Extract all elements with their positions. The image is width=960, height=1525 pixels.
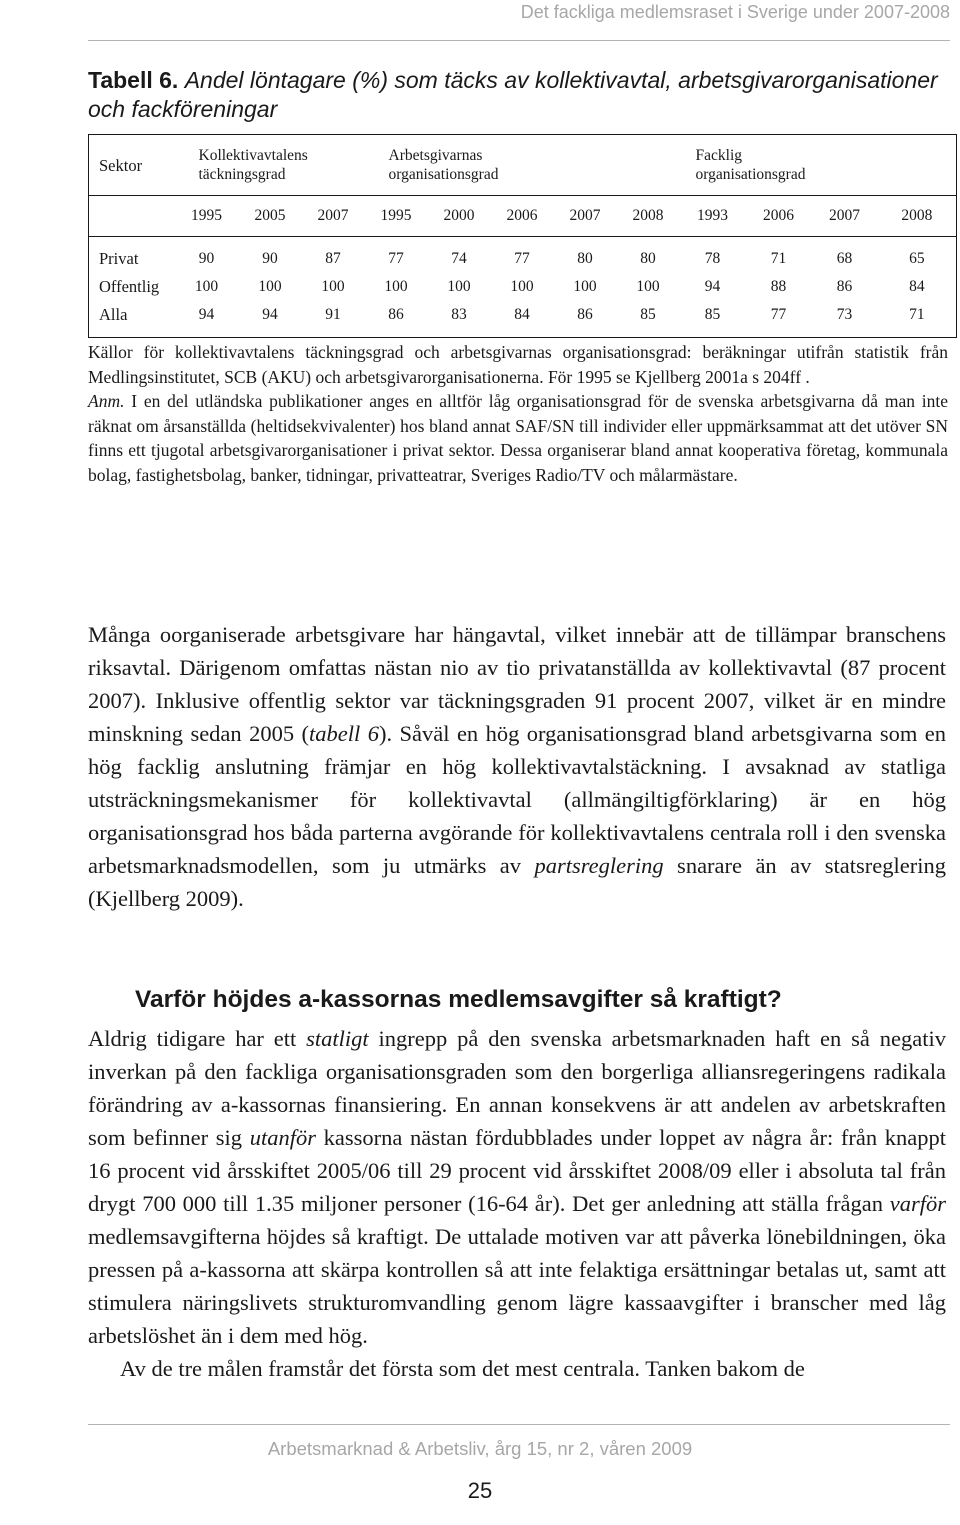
- emphasis-run: varför: [889, 1191, 946, 1216]
- year-cell: 2007: [554, 196, 617, 237]
- value-cell: 80: [640, 250, 656, 267]
- text-run: snarare än av statsreglering (Kjellberg 2009).: [88, 853, 946, 911]
- group-header-line: Kollektivavtalens: [198, 147, 308, 164]
- group-header-line: organisationsgrad: [388, 166, 499, 183]
- value-cell: 90: [262, 250, 278, 267]
- value-cell: 84: [909, 278, 925, 295]
- value-cell: 71: [909, 306, 925, 323]
- value-cell: 65: [909, 250, 925, 267]
- paragraph: Av de tre målen framstår det första som det mest centrala. Tanken bakom de: [120, 1356, 805, 1381]
- value-cell: 94: [198, 306, 215, 323]
- value-cell: 83: [451, 306, 467, 323]
- year-cell: 2007: [812, 196, 878, 237]
- anm-text: I en del utländska publikationer anges en alltför låg organisationsgrad för de svenska arbetsgivarna då man inte räknat om årsanställda (heltidsekvivalenter) hos bland annat SAF/SN till individer eller uppmärksammat att det utöver SN finns ett tjugotal arbetsgivarorganisationer i privat sektor. Dessa organiserar bland annat kooperativa företag, kommunala bolag, fastighetsbolag, banker, tidningar, privatteatrar, Sveriges Radio/TV och målarmästare.: [88, 391, 948, 485]
- table-row: [89, 273, 957, 301]
- year-cell: 2008: [617, 196, 680, 237]
- footer-rule: [88, 1424, 950, 1425]
- value-cell: 86: [836, 278, 853, 295]
- header-rule: [88, 40, 950, 41]
- paragraph: [88, 1022, 946, 1352]
- value-cell: 100: [384, 278, 408, 295]
- year-cell: 1995: [175, 196, 239, 237]
- value-cell: 86: [577, 306, 593, 323]
- text-run: medlemsavgifterna höjdes så kraftigt. De uttalade motiven var att påverka lönebildningen, öka pressen på a-kassorna att skärpa kontrollen så att inte felaktiga ersättningar betalas ut, samt att stimulera näringslivets strukturomvandling genom lägre kassaavgifter i branscher med låg arbetslöshet än i dem med hög.: [88, 1224, 946, 1348]
- year-cell-empty: [89, 196, 175, 237]
- emphasis-run: utanför: [249, 1125, 316, 1150]
- value-cell: 85: [640, 306, 656, 323]
- value-cell: 100: [194, 278, 219, 295]
- page-number: 25: [467, 1478, 493, 1503]
- table-caption: [88, 66, 950, 124]
- paragraph: [88, 618, 946, 915]
- group-header-line: Facklig: [695, 147, 743, 164]
- value-cell: 94: [704, 278, 721, 295]
- section-heading: Varför höjdes a-kassornas medlemsavgifter så kraftigt?: [135, 986, 782, 1013]
- value-cell: 73: [836, 306, 853, 323]
- value-cell: 100: [447, 278, 471, 295]
- table-notes: [88, 340, 948, 487]
- value-cell: 94: [262, 306, 278, 323]
- group-header-row: [89, 135, 957, 196]
- anm-note: [88, 389, 948, 487]
- text-run: ). Såväl en hög organisationsgrad bland arbetsgivarna som en hög facklig anslutning främjar en hög kollektivavtalstäckning. I avsaknad av statliga utsträckningsmekanismer för kollektivavtal (allmängiltigförklaring) är en hög organisationsgrad hos båda parterna avgörande för kollektivavtalens centrala roll i den svenska arbetsmarknadsmodellen, som ju utmärks av: [88, 721, 946, 878]
- value-cell: 74: [451, 250, 467, 267]
- value-cell: 80: [577, 250, 593, 267]
- coverage-table: [88, 134, 957, 338]
- value-cell: 87: [325, 250, 341, 267]
- sector-cell: Offentlig: [99, 277, 160, 296]
- group-header-line: täckningsgrad: [198, 166, 286, 183]
- year-cell: 2008: [878, 196, 957, 237]
- value-cell: 86: [388, 306, 404, 323]
- group-header-line: Arbetsgivarnas: [388, 147, 483, 164]
- table-row: [89, 237, 957, 274]
- value-cell: 100: [258, 278, 282, 295]
- sector-cell: Alla: [99, 305, 128, 324]
- value-cell: 100: [636, 278, 660, 295]
- year-cell: 1993: [680, 196, 746, 237]
- value-cell: 85: [704, 306, 721, 323]
- value-cell: 100: [321, 278, 345, 295]
- group-header-employer-org: [365, 135, 680, 196]
- running-head: Det fackliga medlemsraset i Sverige under 2007-2008: [520, 2, 950, 22]
- emphasis-run: tabell 6: [309, 721, 379, 746]
- group-header-coverage: [175, 135, 365, 196]
- value-cell: 71: [770, 250, 787, 267]
- year-cell: 2000: [428, 196, 491, 237]
- value-cell: 88: [770, 278, 787, 295]
- value-cell: 90: [198, 250, 215, 267]
- value-cell: 77: [770, 306, 787, 323]
- body-paragraph-1: [88, 618, 946, 915]
- value-cell: 68: [836, 250, 853, 267]
- group-header-line: organisationsgrad: [695, 166, 806, 183]
- year-cell: 2006: [491, 196, 554, 237]
- journal-footer: Arbetsmarknad & Arbetsliv, årg 15, nr 2, våren 2009: [267, 1438, 693, 1459]
- year-cell: 2007: [302, 196, 365, 237]
- anm-label: Anm.: [88, 391, 125, 411]
- group-header-union-density: [680, 135, 957, 196]
- value-cell: 100: [573, 278, 597, 295]
- table-label: Tabell 6.: [88, 67, 179, 93]
- sector-header: Sektor: [99, 155, 143, 175]
- text-run: Många oorganiserade arbetsgivare har hängavtal, vilket innebär att de tillämpar branschens riksavtal. Därigenom omfattas nästan nio av tio privatanställda av kollektivavtal (87 procent 2007). Inklusive offentlig sektor var täckningsgraden 91 procent 2007, vilket är en mindre minskning sedan 2005 (: [88, 622, 946, 746]
- text-run: kassorna nästan fördubblades under loppet av några år: från knappt 16 procent vid årsskiftet 2005/06 till 29 procent vid årsskiftet 2008/09 eller i absoluta tal från drygt 700 000 till 1.35 miljoner personer (16-64 år). Det ger anledning att ställa frågan: [88, 1125, 946, 1216]
- value-cell: 84: [514, 306, 530, 323]
- emphasis-run: partsreglering: [534, 853, 664, 878]
- text-run: Aldrig tidigare har ett: [88, 1026, 307, 1051]
- year-cell: 2005: [239, 196, 302, 237]
- year-header-row: [89, 196, 957, 237]
- text-run: ingrepp på den svenska arbetsmarknaden haft en så negativ inverkan på den fackliga organisationsgraden som den borgerliga alliansregeringens radikala förändring av a-kassornas finansiering. En annan konsekvens är att andelen av arbetskraften som befinner sig: [88, 1026, 946, 1150]
- value-cell: 78: [704, 250, 721, 267]
- year-cell: 2006: [746, 196, 812, 237]
- value-cell: 77: [514, 250, 530, 267]
- body-section-text: [88, 1022, 946, 1385]
- value-cell: 77: [388, 250, 404, 267]
- value-cell: 91: [325, 306, 341, 323]
- emphasis-run: statligt: [306, 1026, 369, 1051]
- table-row: [89, 301, 957, 338]
- value-cell: 100: [510, 278, 534, 295]
- table-title: Andel löntagare (%) som täcks av kollektivavtal, arbetsgivarorganisationer och fackföreningar: [88, 67, 938, 122]
- sources-note: Källor för kollektivavtalens täckningsgrad och arbetsgivarnas organisationsgrad: beräkningar utifrån statistik från Medlingsinstitutet, SCB (AKU) och arbetsgivarorganisationerna. För 1995 se Kjellberg 2001a s 204ff .: [88, 342, 948, 387]
- sector-cell: Privat: [99, 249, 139, 268]
- year-cell: 1995: [365, 196, 428, 237]
